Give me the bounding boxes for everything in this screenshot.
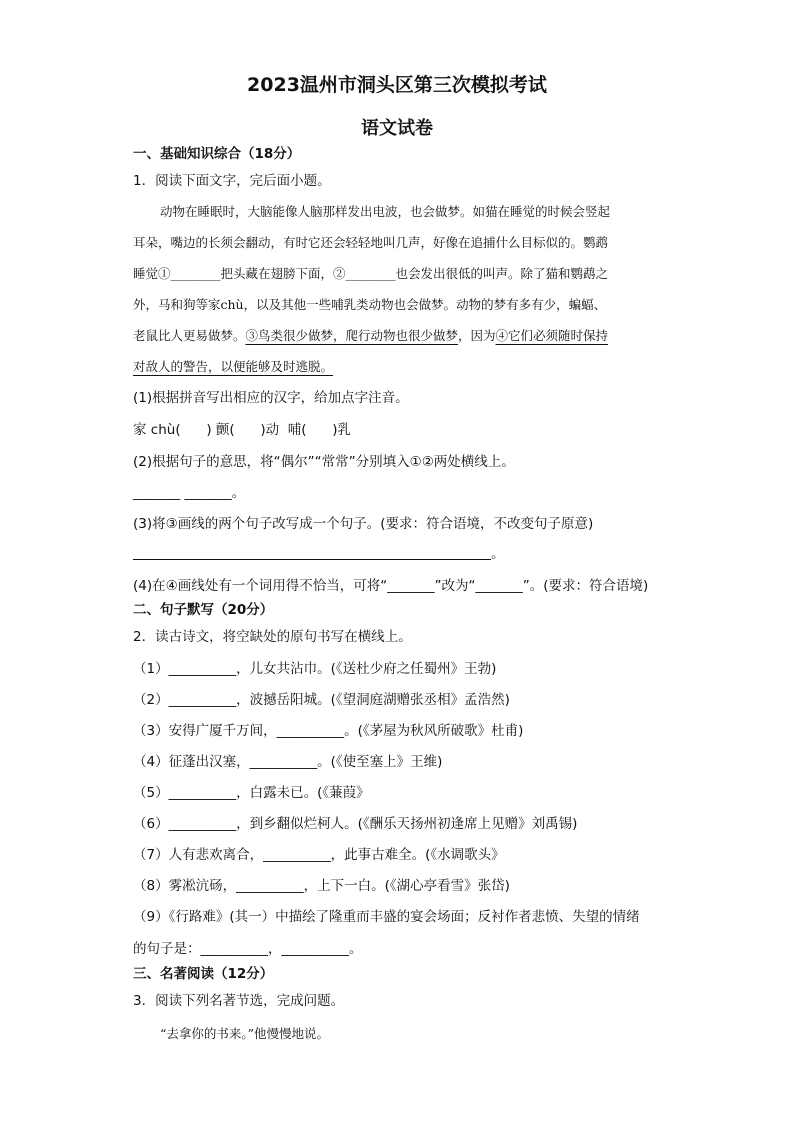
recitation-item: （9）《行路难》(其一）中描绘了隆重而丰盛的宴会场面；反衬作者悲愤、失望的情绪 xyxy=(133,909,640,925)
recitation-item: 的句子是：__________，__________。 xyxy=(133,941,363,957)
answer-end-mark: 。 xyxy=(491,546,505,562)
exam-subtitle: 语文试卷 xyxy=(361,118,433,139)
recitation-item: （8）雾凇沆砀，__________，上下一白。(《湖心亭看雪》张岱) xyxy=(133,878,510,894)
excerpt-quote: “去拿你的书来。”他慢慢地说。 xyxy=(160,1026,330,1041)
question-3-stem: 3．阅读下列名著节选，完成问题。 xyxy=(133,993,345,1009)
question-1-3: (3)将③画线的两个句子改写成一个句子。(要求：符合语境，不改变句子原意) xyxy=(133,516,594,532)
question-2-stem: 2．读古诗文，将空缺处的原句书写在横线上。 xyxy=(133,629,412,645)
passage-text: ，因为 xyxy=(458,328,496,343)
recitation-item: （4）征蓬出汉塞，__________。(《使至塞上》王维) xyxy=(133,754,443,770)
question-1-4: (4)在④画线处有一个词用得不恰当，可将“_______”改为“_______”。(要求：符合语境) xyxy=(133,578,649,594)
section-heading-2: 二、句子默写（20分） xyxy=(133,602,274,618)
passage-line: 外，马和狗等家chù，以及其他一些哺乳类动物也会做梦。动物的梦有多有少，蝙蝠、 xyxy=(133,297,607,312)
recitation-item: （7）人有悲欢离合，__________，此事古难全。(《水调歌头》 xyxy=(133,847,505,863)
question-1-2-answer-blank[interactable]: _______ _______。 xyxy=(133,485,246,501)
passage-line xyxy=(133,326,673,346)
question-1-3-answer xyxy=(133,544,673,564)
question-1-1: (1)根据拼音写出相应的汉字，给加点字注音。 xyxy=(133,390,409,406)
passage-line: 动物在睡眠时，大脑能像人脑那样发出电波，也会做梦。如猫在睡觉的时候会竖起 xyxy=(160,204,611,219)
exam-title: 2023温州市洞头区第三次模拟考试 xyxy=(247,74,547,96)
recitation-item: （5）__________，白露未已。(《蒹葭》 xyxy=(133,785,370,801)
question-1-stem: 1．阅读下面文字，完后面小题。 xyxy=(133,173,331,189)
underlined-sentence-3: ③鸟类很少做梦，爬行动物也很少做梦 xyxy=(245,328,459,343)
passage-line xyxy=(133,357,673,377)
passage-text: 老鼠比人更易做梦。 xyxy=(133,328,246,343)
recitation-item: （3）安得广厦千万间，__________。(《茅屋为秋风所破歌》杜甫) xyxy=(133,723,524,739)
answer-blank[interactable] xyxy=(133,545,491,560)
underlined-sentence-4: ④它们必须随时保持 xyxy=(495,328,609,343)
section-heading-3: 三、名著阅读（12分） xyxy=(133,966,274,982)
recitation-item: （2）__________，波撼岳阳城。(《望洞庭湖赠张丞相》孟浩然) xyxy=(133,692,510,708)
passage-line: 睡觉①________把头藏在翅膀下面，②________也会发出很低的叫声。除了猫和鹦鹉之 xyxy=(133,266,609,281)
passage-line: 耳朵，嘴边的长须会翻动，有时它还会轻轻地叫几声，好像在追捕什么目标似的。鹦鹉 xyxy=(133,235,609,250)
question-1-2: (2)根据句子的意思，将“偶尔”“常常”分别填入①②两处横线上。 xyxy=(133,454,515,470)
question-1-1-items: 家 chù( ) 颤( )动 哺( )乳 xyxy=(133,422,352,438)
underlined-sentence-4-cont: 对敌人的警告，以便能够及时逃脱。 xyxy=(133,359,334,374)
recitation-item: （6）__________，到乡翻似烂柯人。(《酬乐天扬州初逢席上见赠》刘禹锡) xyxy=(133,816,578,832)
section-heading-1: 一、基础知识综合（18分） xyxy=(133,146,301,162)
recitation-item: （1）__________，儿女共沾巾。(《送杜少府之任蜀州》王勃) xyxy=(133,661,497,677)
